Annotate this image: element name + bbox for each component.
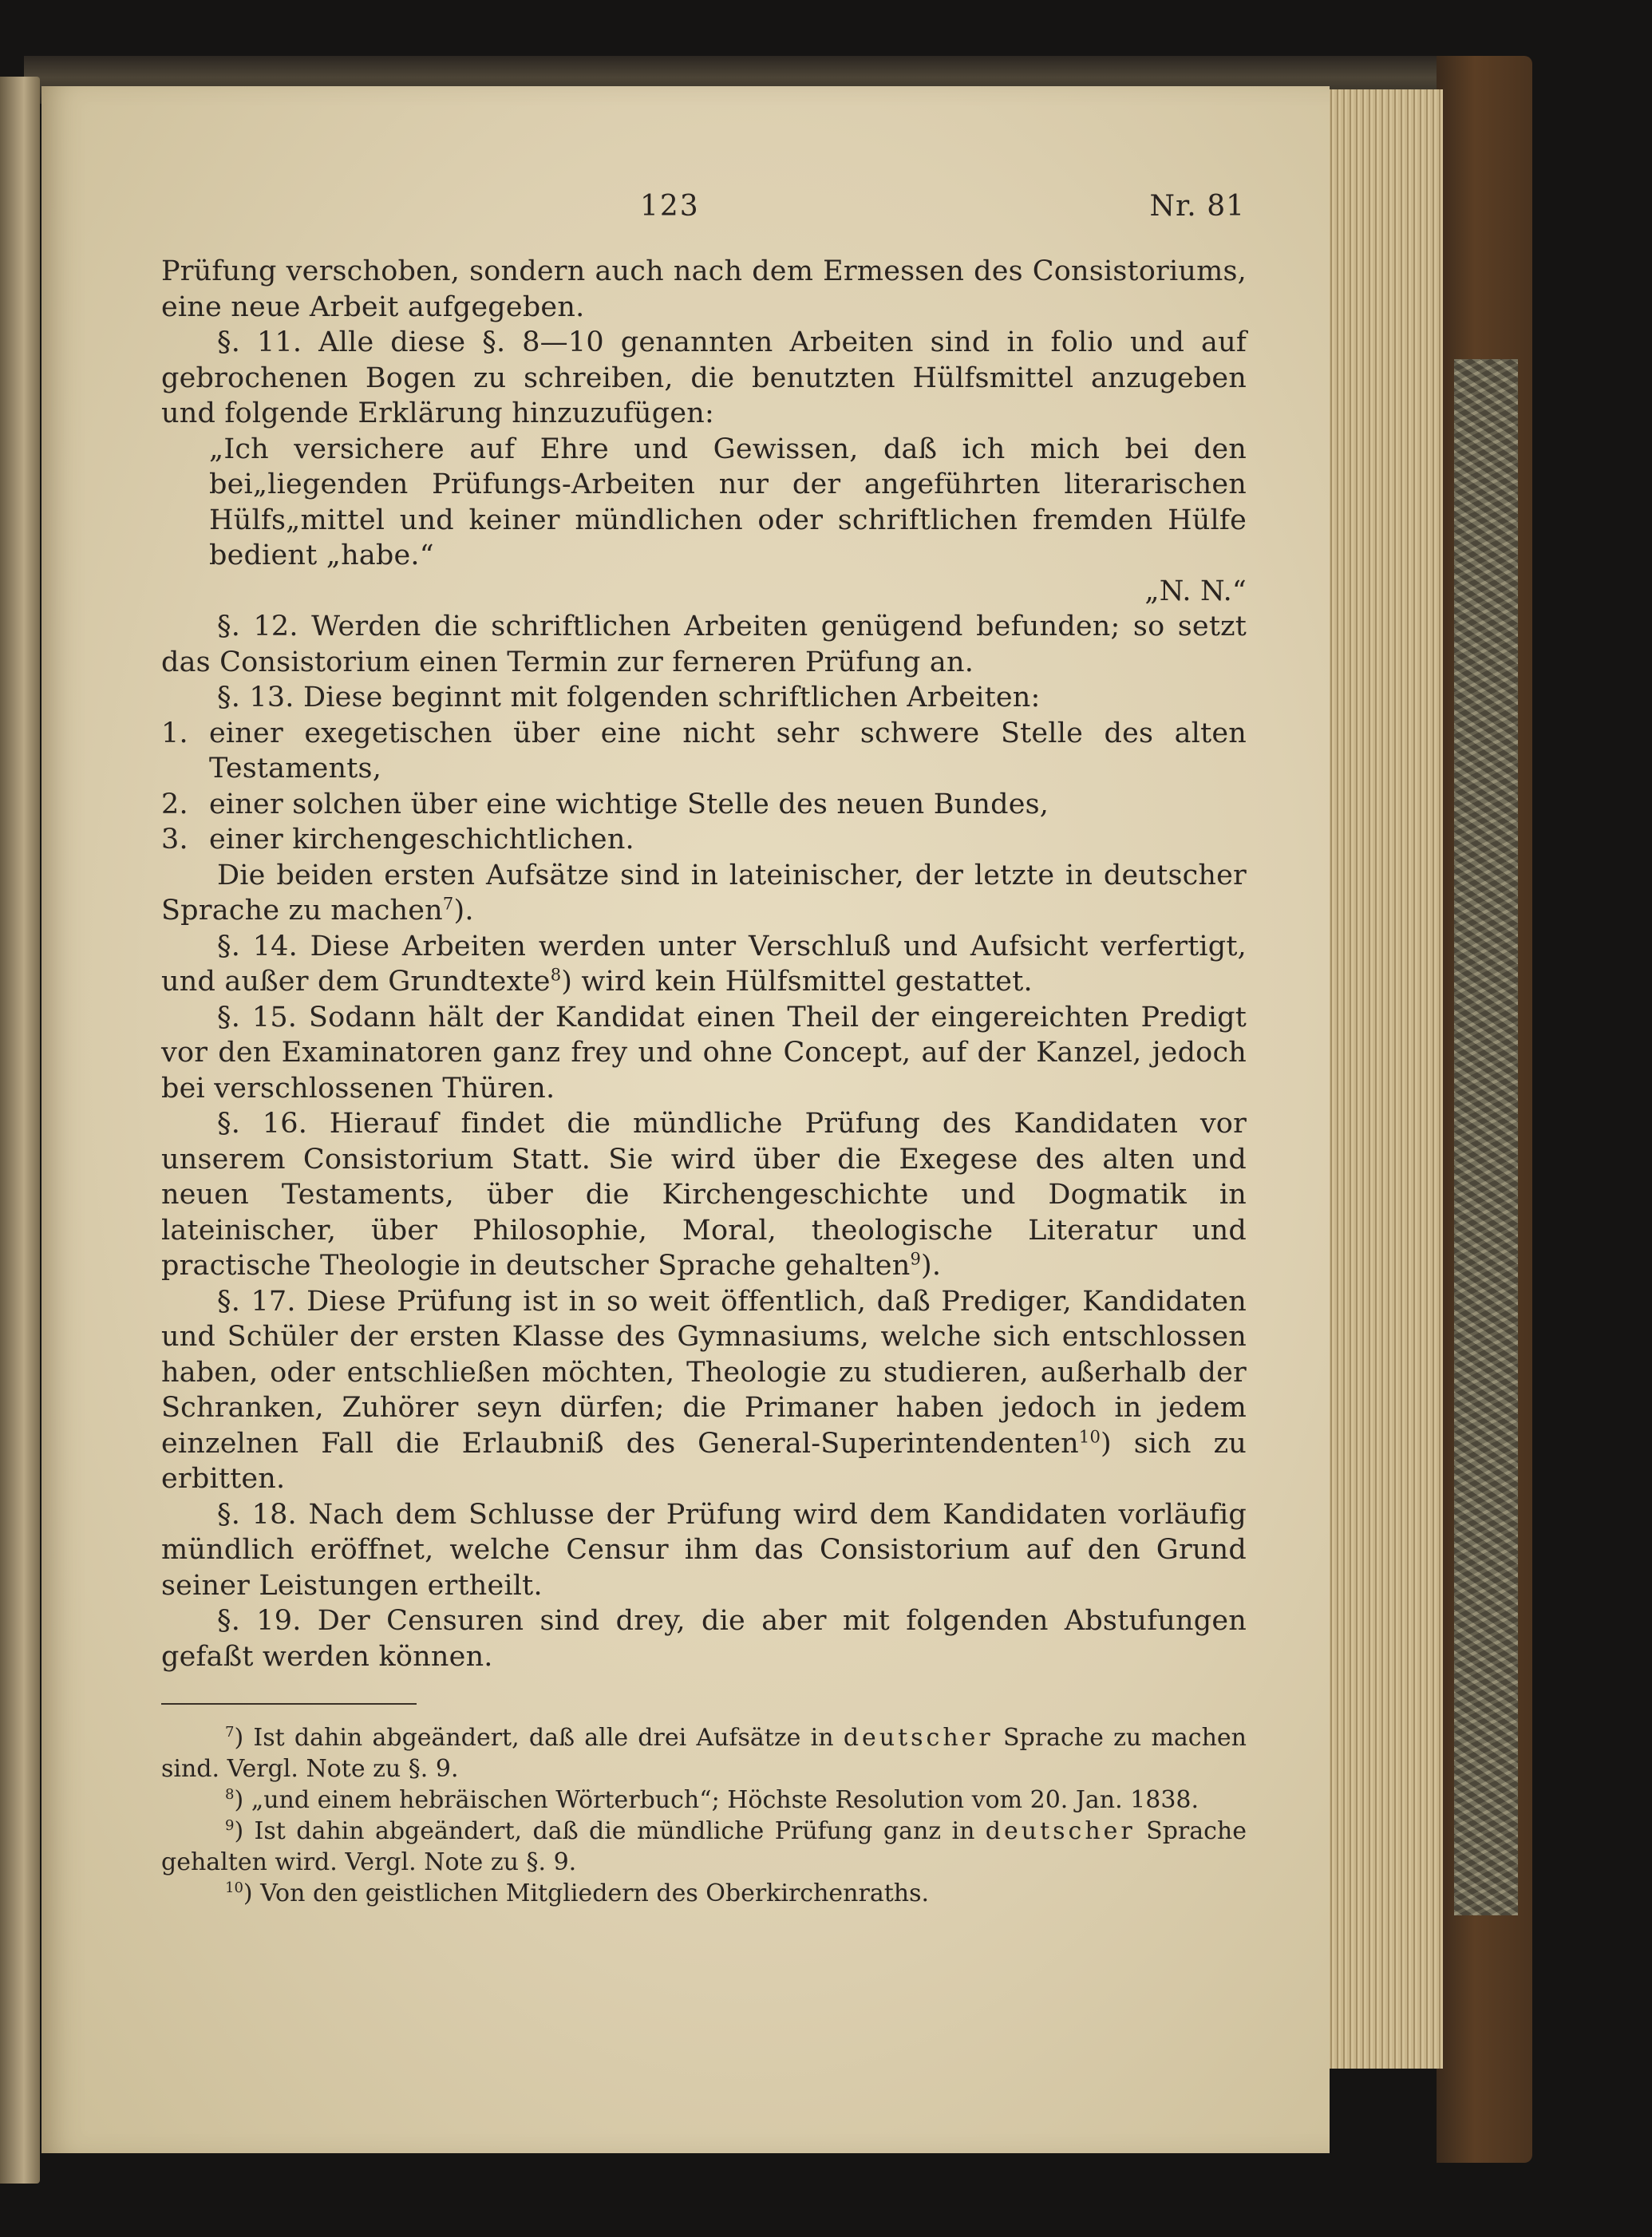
- footnote-8: [161, 1784, 1247, 1816]
- paragraph-text: §. 16. Hierauf findet die mündliche Prüfung des Kandidaten vor unserem Consistorium Statt. Sie wird über die Exegese des alten und neuen Testaments, über die Kirchengeschichte und Dogmatik in lateinischer, über Philosophie, Moral, theologische Literatur und practische Theologie in deutscher Sprache gehalten: [161, 1108, 1247, 1282]
- page-content: [161, 190, 1247, 1909]
- list-item-number: 1.: [161, 717, 188, 749]
- paragraph-text-end: ) wird kein Hülfsmittel gestattet.: [561, 966, 1033, 998]
- footnotes: [161, 1722, 1247, 1909]
- list-item: [161, 787, 1247, 823]
- list-item: [161, 822, 1247, 858]
- footnote-ref-9: 9: [910, 1249, 922, 1269]
- footnote-text: ) „und einem hebräischen Wörterbuch“; Höchste Resolution vom 20. Jan. 1838.: [234, 1786, 1199, 1814]
- paragraph-section-16: [161, 1106, 1247, 1284]
- paragraph-section-19: §. 19. Der Censuren sind drey, die aber mit folgenden Abstufungen gefaßt werden können.: [161, 1605, 1247, 1673]
- declaration-quote: „Ich versichere auf Ehre und Gewissen, daß ich mich bei den bei„liegenden Prüfungs-Arbeiten nur der angeführten literarischen Hülfs„mittel und keiner mündlichen oder schriftlichen fremden Hülfe bedient „habe.“: [209, 433, 1247, 571]
- paragraph-text-end: ) sich zu erbitten.: [161, 1427, 1247, 1495]
- paragraph-section-13: §. 13. Diese beginnt mit folgenden schriftlichen Arbeiten:: [217, 682, 1041, 713]
- marbled-edge: [1454, 359, 1518, 1915]
- paragraph-text-end: ).: [453, 895, 474, 927]
- footnote-text: ) Ist dahin abgeändert, daß die mündliche Prüfung ganz in: [234, 1817, 986, 1845]
- footnote-mark: 10: [225, 1879, 243, 1896]
- page-stack-edge: [1328, 89, 1443, 2069]
- body-text: [161, 254, 1247, 1674]
- footnote-text: ) Ist dahin abgeändert, daß alle drei Aufsätze in: [234, 1724, 844, 1752]
- declaration-signature: „N. N.“: [1144, 575, 1247, 607]
- paragraph-text: §. 17. Diese Prüfung ist in so weit öffentlich, daß Prediger, Kandidaten und Schüler der ersten Klasse des Gymnasiums, welche sich entschlossen haben, oder entschließen möchten, Theologie zu studieren, außerhalb der Schranken, Zuhörer seyn dürfen; die Primaner haben jedoch in jedem einzelnen Fall die Erlaubniß des General-Superintendenten: [161, 1285, 1247, 1460]
- paragraph-section-12: §. 12. Werden die schriftlichen Arbeiten genügend befunden; so setzt das Consistorium einen Termin zur ferneren Prüfung an.: [161, 611, 1247, 678]
- paragraph-text: Die beiden ersten Aufsätze sind in lateinischer, der letzte in deutscher Sprache zu machen: [161, 859, 1247, 927]
- footnote-ref-7: 7: [442, 894, 454, 914]
- paragraph-text-end: ).: [921, 1250, 942, 1282]
- footnote-mark: 9: [225, 1817, 235, 1834]
- list-item: [161, 716, 1247, 787]
- paragraph-section-18: §. 18. Nach dem Schlusse der Prüfung wird dem Kandidaten vorläufig mündlich eröffnet, welche Censur ihm das Consistorium auf den Grund seiner Leistungen ertheilt.: [161, 1498, 1247, 1602]
- footnote-ref-10: 10: [1078, 1426, 1101, 1446]
- footnote-spaced-text: deutscher: [843, 1724, 994, 1752]
- footnote-7: [161, 1722, 1247, 1784]
- footnote-mark: 7: [225, 1724, 235, 1741]
- footnote-divider: [161, 1703, 417, 1705]
- paragraph-section-11: §. 11. Alle diese §. 8—10 genannten Arbeiten sind in folio und auf gebrochenen Bogen zu schreiben, die benutzten Hülfsmittel anzugeben und folgende Erklärung hinzuzufügen:: [161, 326, 1247, 429]
- book-page: [41, 86, 1330, 2153]
- act-number: Nr. 81: [1149, 190, 1245, 223]
- footnote-9: [161, 1816, 1247, 1878]
- list-item-number: 3.: [161, 824, 188, 856]
- page-number: 123: [640, 190, 700, 223]
- footnote-mark: 8: [225, 1786, 235, 1803]
- paragraph-section-15: §. 15. Sodann hält der Kandidat einen Theil der eingereichten Predigt vor den Examinatoren ganz frey und ohne Concept, auf der Kanzel, jedoch bei verschlossenen Thüren.: [161, 1001, 1247, 1105]
- paragraph-continued: Prüfung verschoben, sondern auch nach dem Ermessen des Consistoriums, eine neue Arbeit aufgegeben.: [161, 255, 1247, 323]
- footnote-spaced-text: deutscher: [985, 1817, 1136, 1845]
- paragraph-text: §. 14. Diese Arbeiten werden unter Verschluß und Aufsicht verfertigt, und außer dem Grundtexte: [161, 930, 1247, 998]
- list-item-text: einer kirchengeschichtlichen.: [209, 824, 634, 856]
- footnote-10: [161, 1878, 1247, 1909]
- footnote-text: ) Von den geistlichen Mitgliedern des Oberkirchenraths.: [243, 1879, 930, 1907]
- list-item-text: einer solchen über eine wichtige Stelle des neuen Bundes,: [209, 788, 1049, 820]
- footnote-ref-8: 8: [550, 965, 562, 985]
- list-item-number: 2.: [161, 788, 188, 820]
- paragraph-essays-language: [161, 858, 1247, 929]
- footnote-text-end: Sprache gehalten wird. Vergl. Note zu §. 9.: [161, 1817, 1247, 1876]
- running-head: [161, 190, 1247, 254]
- paragraph-section-17: [161, 1284, 1247, 1497]
- list-item-text: einer exegetischen über eine nicht sehr schwere Stelle des alten Testaments,: [209, 717, 1247, 785]
- paragraph-section-14: [161, 929, 1247, 1000]
- footnote-text-end: Sprache zu machen sind. Vergl. Note zu §. 9.: [161, 1724, 1247, 1783]
- previous-page-edge: [0, 77, 40, 2184]
